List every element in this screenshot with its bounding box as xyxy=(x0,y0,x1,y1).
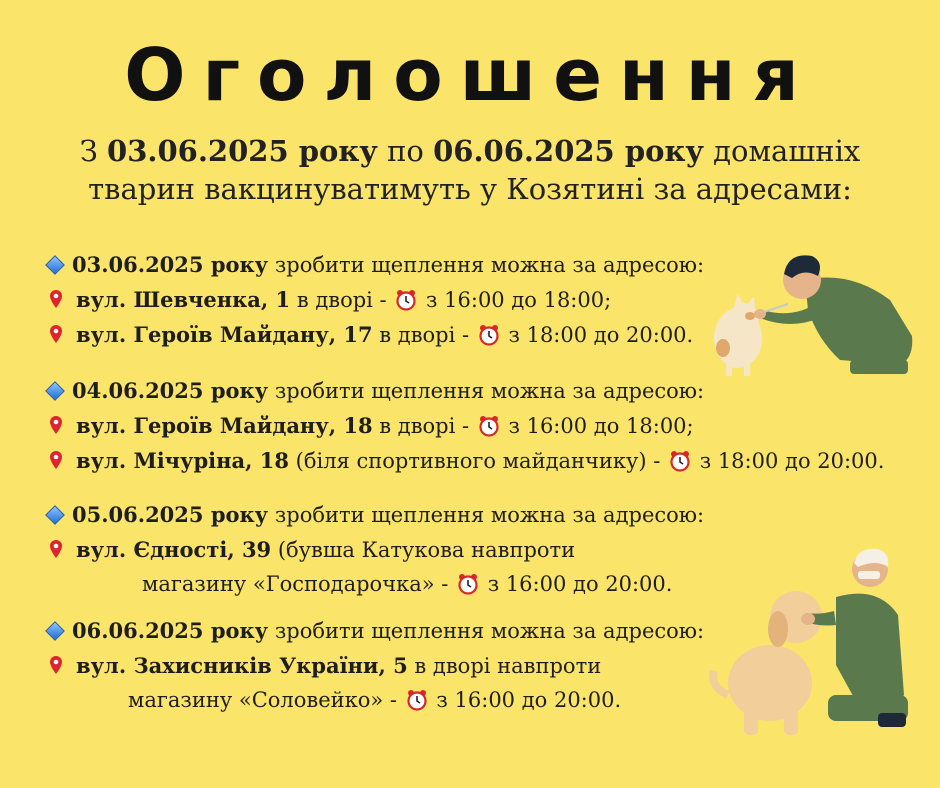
address-note: (бувша Катукова навпроти xyxy=(271,538,576,562)
street-name: вул. Захисників України, 5 xyxy=(76,653,408,678)
page-title: Оголошення xyxy=(124,33,816,117)
time-range: з 16:00 до 20:00. xyxy=(481,572,673,596)
day-date: 04.06.2025 року xyxy=(72,378,269,403)
day-header xyxy=(44,613,704,648)
address-note: в дворі навпроти xyxy=(407,654,602,678)
location-pin-icon xyxy=(50,290,62,308)
blue-diamond-icon xyxy=(45,381,65,401)
location-pin-icon xyxy=(50,656,62,674)
location-pin-icon xyxy=(50,540,62,558)
address-note: в дворі - xyxy=(372,414,476,438)
street-name: вул. Шевченка, 1 xyxy=(76,287,291,312)
blue-diamond-icon xyxy=(45,505,65,525)
day-date: 06.06.2025 року xyxy=(72,618,269,643)
intro-start-date: 03.06.2025 року xyxy=(107,134,378,168)
intro-line-1 xyxy=(0,132,940,170)
time-range: з 18:00 до 20:00. xyxy=(693,449,885,473)
street-name: вул. Героїв Майдану, 18 xyxy=(76,413,373,438)
vet-with-cat-illustration xyxy=(700,240,915,380)
day-block-1 xyxy=(44,247,704,352)
street-name: вул. Героїв Майдану, 17 xyxy=(76,322,373,347)
time-range: з 16:00 до 20:00. xyxy=(429,688,622,712)
alarm-clock-icon xyxy=(478,324,500,346)
intro-suffix: домашніх xyxy=(703,134,861,168)
alarm-clock-icon xyxy=(478,415,500,437)
alarm-clock-icon xyxy=(406,689,428,711)
address-continuation xyxy=(44,683,704,718)
day-block-3 xyxy=(44,497,704,602)
location-pin-icon xyxy=(50,451,62,469)
intro-middle: по xyxy=(377,134,434,168)
day-lead: зробити щеплення можна за адресою: xyxy=(268,619,705,643)
alarm-clock-icon xyxy=(669,450,691,472)
time-range: з 18:00 до 20:00. xyxy=(501,323,694,347)
address-note: (біля спортивного майданчику) - xyxy=(288,449,668,473)
day-lead: зробити щеплення можна за адресою: xyxy=(268,503,705,527)
intro-end-date: 06.06.2025 року xyxy=(433,134,704,168)
intro-prefix: З xyxy=(79,134,108,168)
address-entry xyxy=(44,317,704,352)
street-name: вул. Мічуріна, 18 xyxy=(76,448,289,473)
location-pin-icon xyxy=(50,325,62,343)
intro-line-2: тварин вакцинуватимуть у Козятині за адресами: xyxy=(88,172,852,206)
blue-diamond-icon xyxy=(45,621,65,641)
address-entry xyxy=(44,532,704,567)
blue-diamond-icon xyxy=(45,255,65,275)
day-lead: зробити щеплення можна за адресою: xyxy=(268,253,705,277)
day-header xyxy=(44,497,704,532)
address-entry xyxy=(44,443,884,478)
street-name: вул. Єдності, 39 xyxy=(76,537,272,562)
day-block-4 xyxy=(44,613,704,718)
intro-text xyxy=(0,132,940,208)
day-lead: зробити щеплення можна за адресою: xyxy=(268,379,705,403)
day-header xyxy=(44,247,704,282)
time-range: з 16:00 до 18:00; xyxy=(419,288,612,312)
vet-with-dog-illustration xyxy=(708,545,913,740)
day-date: 03.06.2025 року xyxy=(72,252,269,277)
address-entry xyxy=(44,282,704,317)
day-date: 05.06.2025 року xyxy=(72,502,269,527)
day-block-2 xyxy=(44,373,884,478)
address-note-continued: магазину «Господарочка» - xyxy=(142,572,456,596)
time-range: з 16:00 до 18:00; xyxy=(501,414,694,438)
address-entry xyxy=(44,648,704,683)
location-pin-icon xyxy=(50,416,62,434)
alarm-clock-icon xyxy=(457,573,479,595)
address-note: в дворі - xyxy=(290,288,394,312)
address-continuation xyxy=(44,567,704,602)
address-note: в дворі - xyxy=(372,323,476,347)
address-entry xyxy=(44,408,884,443)
alarm-clock-icon xyxy=(395,289,417,311)
address-note-continued: магазину «Соловейко» - xyxy=(128,688,404,712)
